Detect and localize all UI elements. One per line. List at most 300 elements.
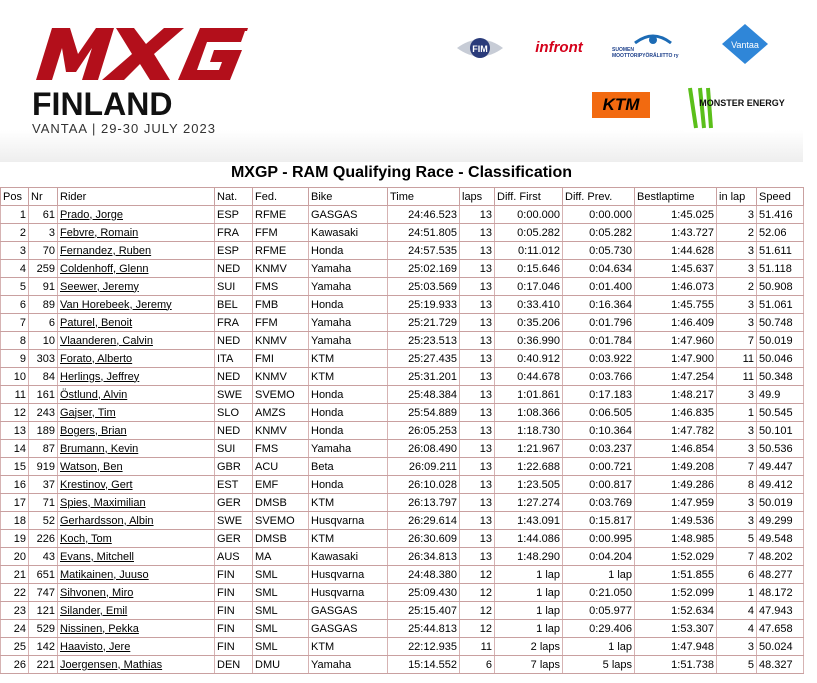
cell-speed: 48.327 [757, 656, 804, 674]
cell-diff-prev: 0:01.784 [563, 332, 635, 350]
cell-nr: 37 [29, 476, 58, 494]
cell-nr: 84 [29, 368, 58, 386]
table-header-row [1, 188, 804, 206]
cell-pos: 11 [1, 386, 29, 404]
cell-laps: 11 [460, 638, 495, 656]
cell-nat: FRA [215, 224, 253, 242]
cell-bike: Beta [309, 458, 388, 476]
cell-diff-first: 0:05.282 [495, 224, 563, 242]
cell-diff-prev: 0:00.000 [563, 206, 635, 224]
cell-bestlaptime: 1:47.900 [635, 350, 717, 368]
table-row [1, 476, 804, 494]
rider-link[interactable]: Nissinen, Pekka [58, 620, 215, 638]
cell-nr: 529 [29, 620, 58, 638]
cell-diff-prev: 0:17.183 [563, 386, 635, 404]
ktm-logo-text: KTM [602, 95, 640, 114]
cell-in-lap: 1 [717, 404, 757, 422]
cell-laps: 6 [460, 656, 495, 674]
cell-time: 26:34.813 [388, 548, 460, 566]
cell-speed: 50.024 [757, 638, 804, 656]
cell-speed: 47.943 [757, 602, 804, 620]
cell-diff-prev: 0:06.505 [563, 404, 635, 422]
table-row [1, 314, 804, 332]
cell-pos: 13 [1, 422, 29, 440]
cell-pos: 1 [1, 206, 29, 224]
cell-time: 25:44.813 [388, 620, 460, 638]
cell-fed: DMSB [253, 494, 309, 512]
cell-bestlaptime: 1:49.208 [635, 458, 717, 476]
cell-nr: 142 [29, 638, 58, 656]
cell-bike: GASGAS [309, 206, 388, 224]
cell-time: 15:14.552 [388, 656, 460, 674]
cell-fed: SML [253, 602, 309, 620]
cell-bike: Yamaha [309, 332, 388, 350]
cell-time: 25:48.384 [388, 386, 460, 404]
rider-link[interactable]: Coldenhoff, Glenn [58, 260, 215, 278]
cell-pos: 3 [1, 242, 29, 260]
rider-link[interactable]: Fernandez, Ruben [58, 242, 215, 260]
column-header-speed: Speed [757, 188, 804, 206]
rider-link[interactable]: Haavisto, Jere [58, 638, 215, 656]
cell-diff-prev: 0:03.766 [563, 368, 635, 386]
cell-laps: 13 [460, 512, 495, 530]
cell-nr: 121 [29, 602, 58, 620]
cell-fed: RFME [253, 242, 309, 260]
cell-in-lap: 3 [717, 440, 757, 458]
cell-diff-prev: 1 lap [563, 638, 635, 656]
rider-link[interactable]: Evans, Mitchell [58, 548, 215, 566]
cell-laps: 13 [460, 278, 495, 296]
cell-diff-first: 0:00.000 [495, 206, 563, 224]
cell-bike: Kawasaki [309, 548, 388, 566]
cell-speed: 48.172 [757, 584, 804, 602]
table-row [1, 332, 804, 350]
cell-fed: FFM [253, 224, 309, 242]
rider-link[interactable]: Vlaanderen, Calvin [58, 332, 215, 350]
table-row [1, 242, 804, 260]
rider-link[interactable]: Van Horebeek, Jeremy [58, 296, 215, 314]
cell-diff-first: 1:48.290 [495, 548, 563, 566]
cell-fed: ACU [253, 458, 309, 476]
cell-fed: FFM [253, 314, 309, 332]
cell-nat: GBR [215, 458, 253, 476]
rider-link[interactable]: Forato, Alberto [58, 350, 215, 368]
cell-speed: 49.299 [757, 512, 804, 530]
cell-laps: 13 [460, 404, 495, 422]
cell-speed: 50.019 [757, 494, 804, 512]
cell-laps: 13 [460, 296, 495, 314]
rider-link[interactable]: Silander, Emil [58, 602, 215, 620]
cell-time: 25:21.729 [388, 314, 460, 332]
rider-link[interactable]: Matikainen, Juuso [58, 566, 215, 584]
cell-speed: 47.658 [757, 620, 804, 638]
classification-table [0, 187, 804, 674]
cell-nr: 189 [29, 422, 58, 440]
cell-time: 25:02.169 [388, 260, 460, 278]
cell-bike: Honda [309, 422, 388, 440]
cell-pos: 24 [1, 620, 29, 638]
cell-bestlaptime: 1:45.637 [635, 260, 717, 278]
cell-nat: AUS [215, 548, 253, 566]
rider-link[interactable]: Koch, Tom [58, 530, 215, 548]
cell-bike: Yamaha [309, 440, 388, 458]
cell-laps: 12 [460, 620, 495, 638]
cell-bestlaptime: 1:49.286 [635, 476, 717, 494]
cell-speed: 48.277 [757, 566, 804, 584]
table-row [1, 530, 804, 548]
cell-bike: Honda [309, 296, 388, 314]
cell-bestlaptime: 1:48.985 [635, 530, 717, 548]
cell-laps: 12 [460, 602, 495, 620]
column-header-fed: Fed. [253, 188, 309, 206]
cell-diff-first: 1:01.861 [495, 386, 563, 404]
rider-link[interactable]: Brumann, Kevin [58, 440, 215, 458]
table-row [1, 422, 804, 440]
cell-in-lap: 3 [717, 314, 757, 332]
cell-bike: GASGAS [309, 620, 388, 638]
table-row [1, 494, 804, 512]
cell-in-lap: 2 [717, 278, 757, 296]
cell-nat: DEN [215, 656, 253, 674]
cell-diff-first: 1 lap [495, 602, 563, 620]
table-row [1, 296, 804, 314]
cell-bike: GASGAS [309, 602, 388, 620]
cell-speed: 49.9 [757, 386, 804, 404]
page-title: MXGP - RAM Qualifying Race - Classification [230, 164, 573, 181]
cell-pos: 17 [1, 494, 29, 512]
cell-fed: RFME [253, 206, 309, 224]
cell-in-lap: 7 [717, 458, 757, 476]
cell-diff-prev: 0:16.364 [563, 296, 635, 314]
cell-bestlaptime: 1:49.536 [635, 512, 717, 530]
cell-in-lap: 4 [717, 620, 757, 638]
cell-laps: 13 [460, 548, 495, 566]
cell-time: 25:15.407 [388, 602, 460, 620]
table-row [1, 548, 804, 566]
cell-fed: SVEMO [253, 386, 309, 404]
cell-diff-first: 0:17.046 [495, 278, 563, 296]
cell-fed: KNMV [253, 260, 309, 278]
table-row [1, 638, 804, 656]
cell-bike: Honda [309, 242, 388, 260]
cell-diff-first: 1:18.730 [495, 422, 563, 440]
cell-nat: GER [215, 530, 253, 548]
cell-speed: 50.046 [757, 350, 804, 368]
cell-fed: FMS [253, 440, 309, 458]
mxgp-logo [30, 20, 250, 86]
cell-nat: NED [215, 332, 253, 350]
cell-diff-prev: 0:00.995 [563, 530, 635, 548]
cell-bike: Yamaha [309, 260, 388, 278]
column-header-nr: Nr [29, 188, 58, 206]
fim-logo-text: FIM [472, 44, 488, 54]
cell-time: 26:05.253 [388, 422, 460, 440]
cell-bike: Yamaha [309, 656, 388, 674]
cell-in-lap: 11 [717, 368, 757, 386]
cell-in-lap: 3 [717, 206, 757, 224]
cell-pos: 8 [1, 332, 29, 350]
cell-laps: 13 [460, 530, 495, 548]
cell-diff-prev: 0:03.237 [563, 440, 635, 458]
table-row [1, 620, 804, 638]
cell-bestlaptime: 1:46.073 [635, 278, 717, 296]
cell-diff-prev: 0:01.400 [563, 278, 635, 296]
cell-nat: NED [215, 260, 253, 278]
cell-bike: Honda [309, 386, 388, 404]
cell-fed: KNMV [253, 422, 309, 440]
column-header-time: Time [388, 188, 460, 206]
monster-energy-logo [684, 84, 785, 132]
column-header-in-lap: in lap [717, 188, 757, 206]
cell-bestlaptime: 1:47.960 [635, 332, 717, 350]
cell-in-lap: 7 [717, 332, 757, 350]
cell-diff-first: 1 lap [495, 620, 563, 638]
cell-nat: FIN [215, 584, 253, 602]
cell-bike: KTM [309, 368, 388, 386]
cell-nat: SLO [215, 404, 253, 422]
cell-diff-first: 0:40.912 [495, 350, 563, 368]
cell-nat: NED [215, 422, 253, 440]
cell-time: 24:57.535 [388, 242, 460, 260]
cell-nr: 89 [29, 296, 58, 314]
column-header-laps: laps [460, 188, 495, 206]
cell-pos: 23 [1, 602, 29, 620]
cell-nat: BEL [215, 296, 253, 314]
cell-in-lap: 8 [717, 476, 757, 494]
cell-nr: 71 [29, 494, 58, 512]
cell-nat: SWE [215, 386, 253, 404]
cell-bike: KTM [309, 350, 388, 368]
cell-fed: SML [253, 638, 309, 656]
cell-time: 25:19.933 [388, 296, 460, 314]
infront-logo-text: infront [535, 38, 583, 56]
cell-bike: KTM [309, 638, 388, 656]
cell-fed: DMSB [253, 530, 309, 548]
cell-diff-prev: 0:05.282 [563, 224, 635, 242]
cell-bike: Honda [309, 404, 388, 422]
cell-nat: FIN [215, 602, 253, 620]
cell-laps: 12 [460, 566, 495, 584]
cell-nat: FRA [215, 314, 253, 332]
table-row [1, 458, 804, 476]
cell-laps: 13 [460, 224, 495, 242]
cell-bestlaptime: 1:53.307 [635, 620, 717, 638]
cell-nat: GER [215, 494, 253, 512]
cell-nr: 70 [29, 242, 58, 260]
cell-diff-prev: 0:10.364 [563, 422, 635, 440]
cell-bike: Husqvarna [309, 584, 388, 602]
cell-time: 26:10.028 [388, 476, 460, 494]
cell-pos: 12 [1, 404, 29, 422]
cell-diff-first: 1:08.366 [495, 404, 563, 422]
rider-link[interactable]: Bogers, Brian [58, 422, 215, 440]
cell-bike: Yamaha [309, 314, 388, 332]
cell-in-lap: 3 [717, 638, 757, 656]
cell-pos: 26 [1, 656, 29, 674]
column-header-diff-first: Diff. First [495, 188, 563, 206]
cell-time: 25:54.889 [388, 404, 460, 422]
cell-speed: 51.118 [757, 260, 804, 278]
cell-diff-first: 0:44.678 [495, 368, 563, 386]
rider-link[interactable]: Herlings, Jeffrey [58, 368, 215, 386]
cell-bike: Husqvarna [309, 566, 388, 584]
cell-speed: 51.611 [757, 242, 804, 260]
cell-nr: 243 [29, 404, 58, 422]
rider-link[interactable]: Watson, Ben [58, 458, 215, 476]
cell-speed: 51.061 [757, 296, 804, 314]
event-country: FINLAND [32, 86, 173, 122]
rider-link[interactable]: Sihvonen, Miro [58, 584, 215, 602]
rider-link[interactable]: Febvre, Romain [58, 224, 215, 242]
cell-pos: 9 [1, 350, 29, 368]
cell-pos: 16 [1, 476, 29, 494]
cell-diff-prev: 0:04.634 [563, 260, 635, 278]
cell-fed: SML [253, 620, 309, 638]
cell-pos: 4 [1, 260, 29, 278]
table-row [1, 278, 804, 296]
cell-laps: 13 [460, 458, 495, 476]
cell-laps: 13 [460, 368, 495, 386]
cell-time: 24:51.805 [388, 224, 460, 242]
rider-link[interactable]: Paturel, Benoit [58, 314, 215, 332]
cell-time: 25:09.430 [388, 584, 460, 602]
cell-diff-first: 1:21.967 [495, 440, 563, 458]
cell-laps: 13 [460, 386, 495, 404]
cell-in-lap: 7 [717, 548, 757, 566]
cell-laps: 13 [460, 206, 495, 224]
cell-in-lap: 1 [717, 584, 757, 602]
column-header-nat: Nat. [215, 188, 253, 206]
cell-bestlaptime: 1:46.835 [635, 404, 717, 422]
cell-fed: FMS [253, 278, 309, 296]
rider-link[interactable]: Gerhardsson, Albin [58, 512, 215, 530]
cell-in-lap: 3 [717, 422, 757, 440]
cell-in-lap: 3 [717, 494, 757, 512]
cell-bike: Yamaha [309, 278, 388, 296]
rider-link[interactable]: Joergensen, Mathias [58, 656, 215, 674]
cell-diff-prev: 5 laps [563, 656, 635, 674]
cell-bike: Honda [309, 476, 388, 494]
cell-time: 22:12.935 [388, 638, 460, 656]
table-row [1, 350, 804, 368]
cell-speed: 50.908 [757, 278, 804, 296]
cell-diff-prev: 0:05.977 [563, 602, 635, 620]
cell-time: 25:23.513 [388, 332, 460, 350]
cell-bestlaptime: 1:51.855 [635, 566, 717, 584]
column-header-rider: Rider [58, 188, 215, 206]
cell-bike: Kawasaki [309, 224, 388, 242]
cell-laps: 13 [460, 422, 495, 440]
cell-diff-prev: 0:21.050 [563, 584, 635, 602]
cell-bestlaptime: 1:46.854 [635, 440, 717, 458]
cell-in-lap: 5 [717, 530, 757, 548]
cell-pos: 22 [1, 584, 29, 602]
cell-laps: 13 [460, 242, 495, 260]
cell-pos: 15 [1, 458, 29, 476]
cell-bestlaptime: 1:45.025 [635, 206, 717, 224]
cell-laps: 13 [460, 350, 495, 368]
cell-in-lap: 11 [717, 350, 757, 368]
cell-in-lap: 5 [717, 656, 757, 674]
cell-in-lap: 3 [717, 242, 757, 260]
cell-speed: 50.019 [757, 332, 804, 350]
cell-fed: SVEMO [253, 512, 309, 530]
cell-nat: NED [215, 368, 253, 386]
cell-nr: 161 [29, 386, 58, 404]
cell-diff-prev: 0:04.204 [563, 548, 635, 566]
cell-nat: ESP [215, 242, 253, 260]
cell-in-lap: 3 [717, 512, 757, 530]
cell-nr: 61 [29, 206, 58, 224]
rider-link[interactable]: Spies, Maximilian [58, 494, 215, 512]
cell-diff-first: 1:22.688 [495, 458, 563, 476]
cell-diff-prev: 0:05.730 [563, 242, 635, 260]
cell-time: 24:48.380 [388, 566, 460, 584]
cell-nr: 919 [29, 458, 58, 476]
column-header-diff-prev: Diff. Prev. [563, 188, 635, 206]
cell-nr: 52 [29, 512, 58, 530]
cell-speed: 48.202 [757, 548, 804, 566]
cell-time: 26:08.490 [388, 440, 460, 458]
table-row [1, 602, 804, 620]
event-banner [0, 0, 803, 160]
rider-link[interactable]: Seewer, Jeremy [58, 278, 215, 296]
cell-pos: 21 [1, 566, 29, 584]
rider-link[interactable]: Östlund, Alvin [58, 386, 215, 404]
cell-nr: 3 [29, 224, 58, 242]
cell-diff-first: 0:35.206 [495, 314, 563, 332]
cell-laps: 13 [460, 332, 495, 350]
cell-speed: 50.748 [757, 314, 804, 332]
table-row [1, 656, 804, 674]
cell-bike: KTM [309, 530, 388, 548]
cell-fed: AMZS [253, 404, 309, 422]
cell-nat: ESP [215, 206, 253, 224]
cell-in-lap: 6 [717, 566, 757, 584]
rider-link[interactable]: Krestinov, Gert [58, 476, 215, 494]
table-row [1, 512, 804, 530]
cell-bestlaptime: 1:47.959 [635, 494, 717, 512]
cell-pos: 18 [1, 512, 29, 530]
cell-bestlaptime: 1:46.409 [635, 314, 717, 332]
cell-diff-first: 1:44.086 [495, 530, 563, 548]
cell-pos: 25 [1, 638, 29, 656]
cell-pos: 14 [1, 440, 29, 458]
cell-fed: SML [253, 584, 309, 602]
cell-diff-first: 1:23.505 [495, 476, 563, 494]
cell-diff-prev: 0:03.922 [563, 350, 635, 368]
cell-diff-prev: 0:15.817 [563, 512, 635, 530]
cell-time: 26:29.614 [388, 512, 460, 530]
rider-link[interactable]: Gajser, Tim [58, 404, 215, 422]
sml-logo [612, 30, 694, 62]
cell-nr: 87 [29, 440, 58, 458]
cell-pos: 20 [1, 548, 29, 566]
cell-nr: 221 [29, 656, 58, 674]
cell-diff-prev: 0:00.817 [563, 476, 635, 494]
cell-diff-first: 2 laps [495, 638, 563, 656]
table-row [1, 368, 804, 386]
cell-pos: 5 [1, 278, 29, 296]
cell-bestlaptime: 1:45.755 [635, 296, 717, 314]
cell-time: 25:27.435 [388, 350, 460, 368]
rider-link[interactable]: Prado, Jorge [58, 206, 215, 224]
vantaa-logo-text: Vantaa [731, 40, 759, 50]
cell-time: 25:31.201 [388, 368, 460, 386]
cell-nat: SUI [215, 440, 253, 458]
cell-diff-first: 1 lap [495, 566, 563, 584]
column-header-bestlaptime: Bestlaptime [635, 188, 717, 206]
